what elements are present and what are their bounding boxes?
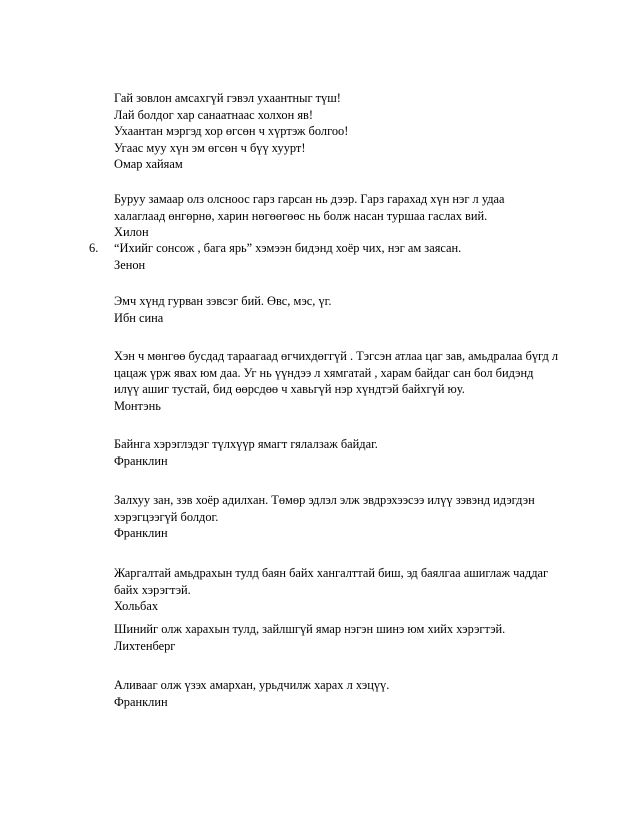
quote-author: Ибн сина [114, 310, 164, 325]
quote-author: Лихтенберг [114, 638, 176, 653]
quote-author: Франклин [114, 694, 168, 709]
quote-author: Франклин [114, 526, 168, 540]
quote-block [114, 677, 584, 710]
quote-line: “Ихийг сонсож , бага ярь” хэмээн бидэнд хоёр чих, нэг ам заясан. [114, 241, 462, 255]
quote-author: Монтэнь [114, 398, 161, 413]
quote-block [114, 436, 584, 469]
quote-author: Хольбах [114, 599, 159, 613]
quote-line: Залхуу зан, зэв хоёр адилхан. Төмөр эдлэл элж эвдрэхээсээ илүү зэвэнд идэгдэн [114, 493, 535, 507]
quote-block [114, 293, 584, 326]
quote-author: Зенон [114, 257, 146, 272]
list-number: 6. [89, 241, 99, 255]
quote-line: Эмч хүнд гурван зэвсэг бий. Өвс, мэс, үг. [114, 294, 332, 308]
quote-line: хэрэгцээгүй болдог. [114, 509, 219, 524]
quote-line: Аливааг олж үзэх амархан, урьдчилж харах л хэцүү. [114, 678, 390, 692]
quote-line: Гай зовлон амсахгүй гэвэл ухаантныг түш! [114, 91, 341, 105]
quote-line: Буруу замаар олз олсноос гарз гарсан нь дээр. Гарз гарахад хүн нэг л удаа [114, 192, 505, 206]
quote-line: илүү ашиг тустай, бид өөрсдөө ч хавьгүй нэр хүндтэй байхгүй юу. [114, 382, 465, 396]
quote-line: Байнга хэрэглэдэг түлхүүр ямагт гялалзаж байдаг. [114, 437, 378, 451]
quote-author: Хилон [114, 225, 149, 239]
quote-block [114, 240, 584, 273]
quote-line: Жаргалтай амьдрахын тулд баян байх хангалттай биш, эд баялгаа ашиглаж чаддаг [114, 566, 549, 580]
quote-block [114, 492, 584, 542]
quote-line: Лай болдог хар санаатнаас холхон яв! [114, 107, 314, 122]
quote-line: халаглаад өнгөрнө, харин нөгөөгөөс нь болж насан туршаа гаслах вий. [114, 208, 488, 223]
quote-block [114, 348, 584, 414]
quote-author: Омар хайяам [114, 157, 183, 171]
quote-author: Франклин [114, 453, 168, 468]
quote-block [114, 565, 584, 615]
quote-line: Хэн ч мөнгөө бусдад тараагаад өгчихдөггүй . Тэгсэн атлаа цаг зав, амьдралаа бүгд л [114, 349, 559, 363]
quote-line: цацаж үрж явах юм даа. Уг нь үүндээ л хямгатай , харам байдаг сан бол бидэнд [114, 365, 534, 380]
quote-line: байх хэрэгтэй. [114, 582, 191, 597]
quote-line: Угаас муу хүн эм өгсөн ч бүү хуурт! [114, 140, 306, 155]
quote-line: Ухаантан мэргэд хор өгсөн ч хүртэж болгоо! [114, 124, 349, 138]
quote-block [114, 621, 584, 654]
quote-block [114, 90, 584, 173]
quote-line: Шинийг олж харахын тулд, зайлшгүй ямар нэгэн шинэ юм хийх хэрэгтэй. [114, 622, 506, 636]
quote-block [114, 191, 584, 241]
